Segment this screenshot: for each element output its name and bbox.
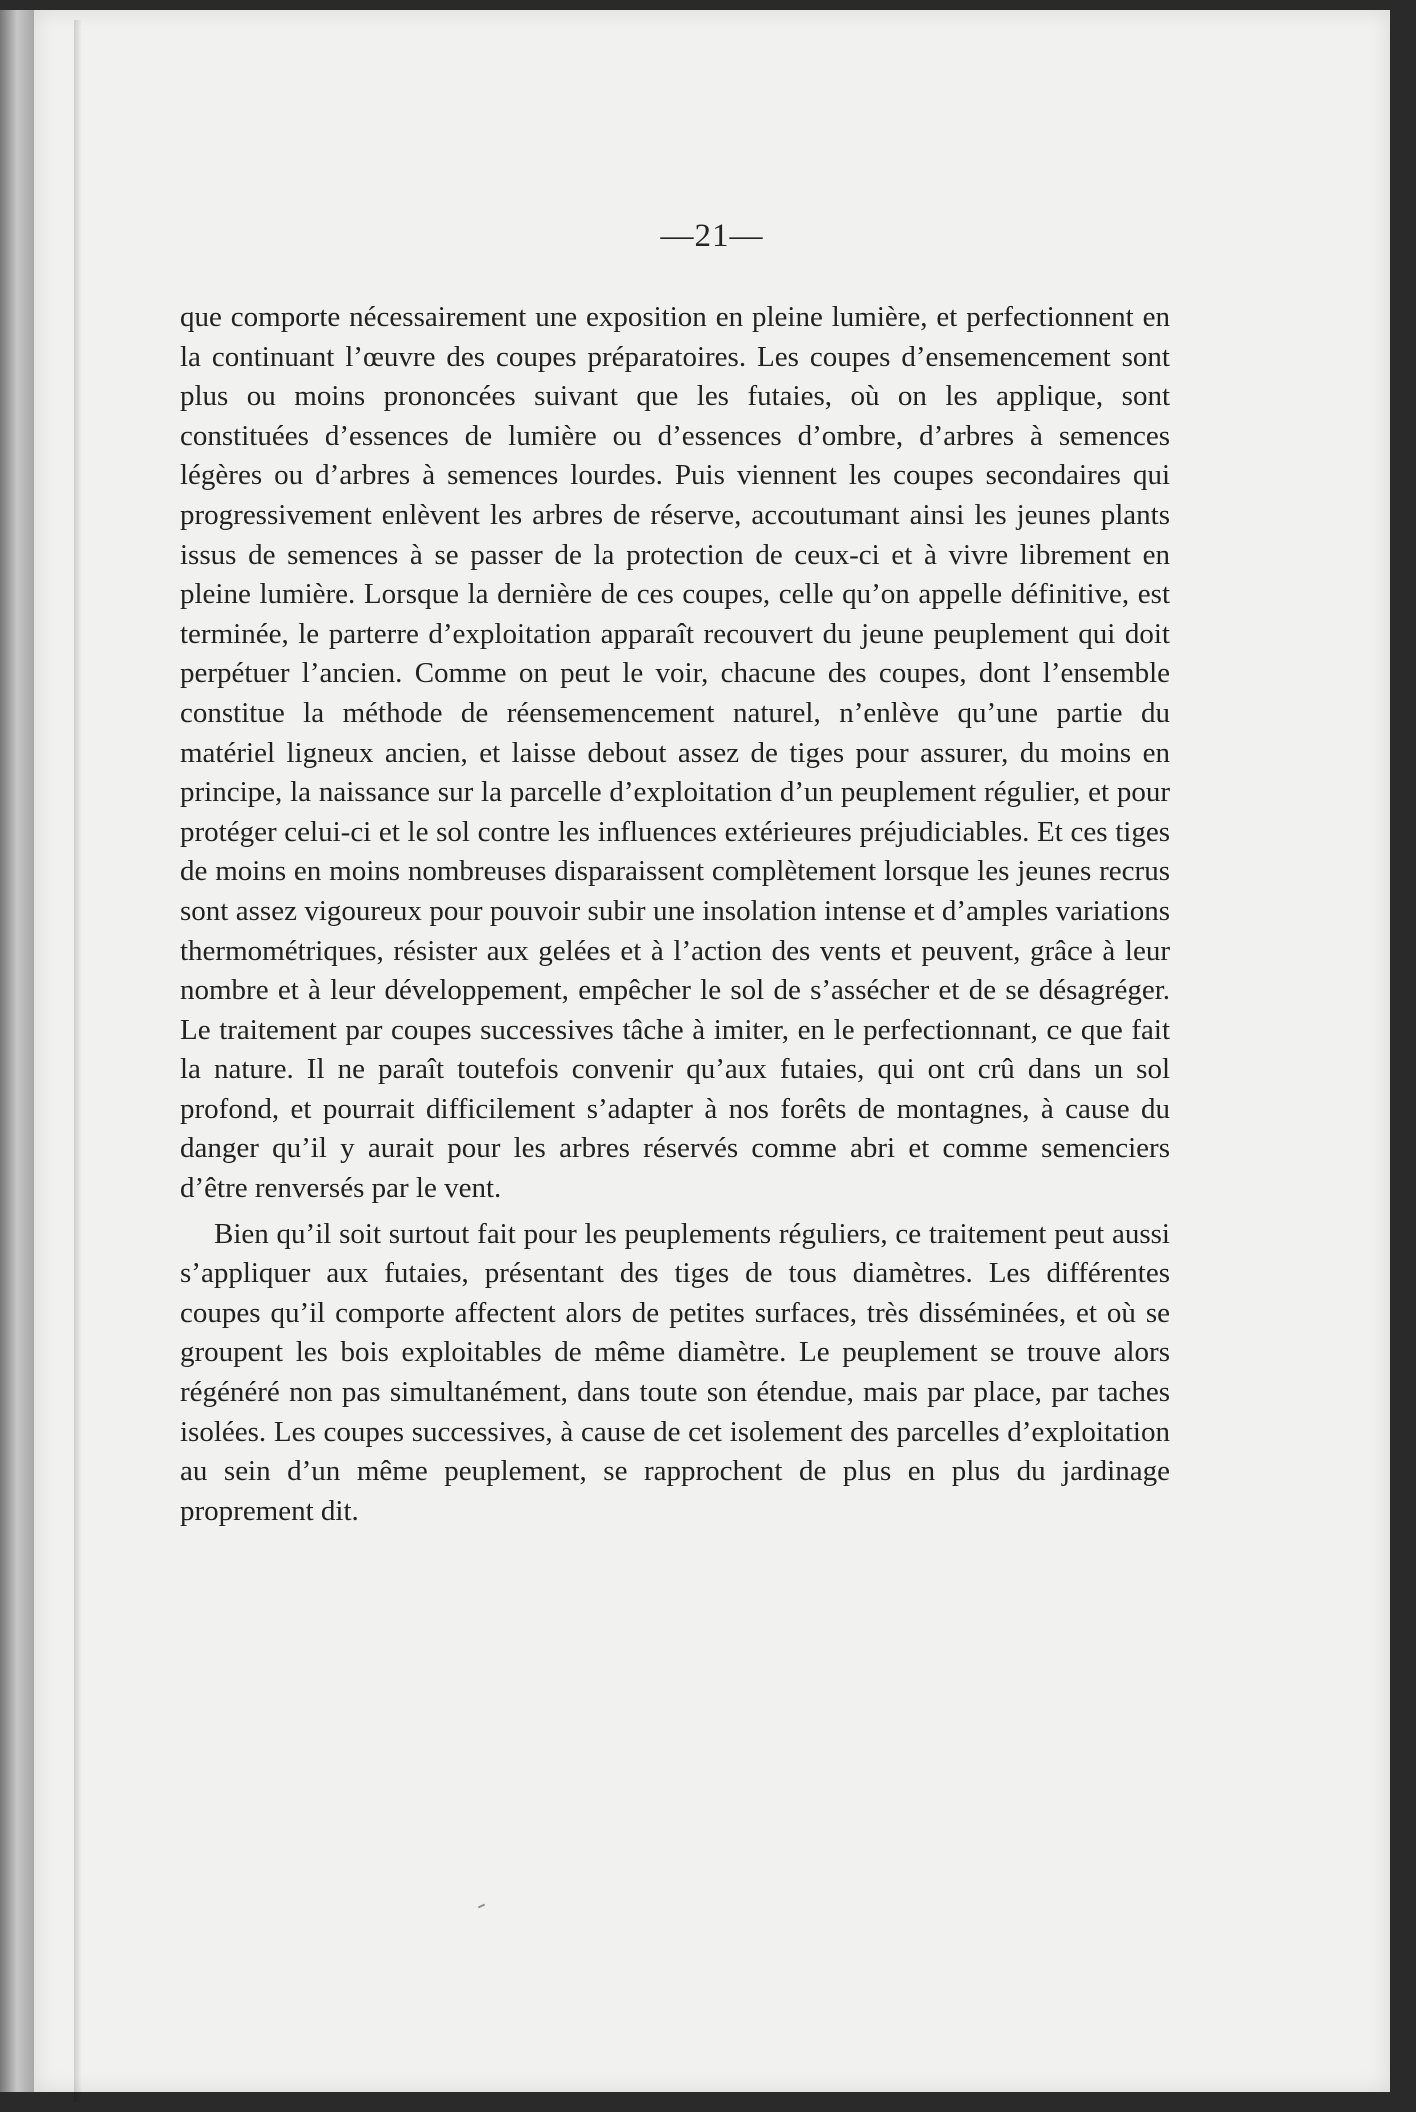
book-page <box>34 10 1390 2092</box>
scan-speck <box>478 1904 485 1909</box>
paragraph-1: que comporte nécessairement une exposition en pleine lumière, et perfectionnent en la continuant l’œuvre des coupes préparatoires. Les coupes d’ensemencement sont plus ou moins prononcées suivant que les futaies, où on les applique, sont constituées d’essences de lumière ou d’essences d’ombre, d’arbres à semences légères ou d’arbres à semences lourdes. Puis viennent les coupes secondaires qui progressivement enlèvent les arbres de réserve, accoutumant ainsi les jeunes plants issus de semences à se passer de la protection de ceux-ci et à vivre librement en pleine lumière. Lorsque la dernière de ces coupes, celle qu’on appelle définitive, est terminée, le parterre d’exploitation apparaît recouvert du jeune peuplement qui doit perpétuer l’ancien. Comme on peut le voir, chacune des coupes, dont l’ensemble constitue la méthode de réensemencement naturel, n’enlève qu’une partie du matériel ligneux ancien, et laisse debout assez de tiges pour assurer, du moins en principe, la naissance sur la parcelle d’exploitation d’un peuplement régulier, et pour protéger celui-ci et le sol contre les influences extérieures préjudiciables. Et ces tiges de moins en moins nombreuses disparaissent complètement lorsque les jeunes recrus sont assez vigoureux pour pouvoir subir une insolation intense et d’amples variations thermométriques, résister aux gelées et à l’action des vents et peuvent, grâce à leur nombre et à leur développement, empêcher le sol de s’assécher et de se désagréger. Le traitement par coupes successives tâche à imiter, en le perfectionnant, ce que fait la nature. Il ne paraît toutefois convenir qu’aux futaies, qui ont crû dans un sol profond, et pourrait difficilement s’adapter à nos forêts de montagnes, à cause du danger qu’il y aurait pour les arbres réservés comme abri et comme semenciers d’être renversés par le vent. <box>180 301 1170 1205</box>
body-text <box>180 298 1170 1531</box>
page-number: —21— <box>660 218 764 254</box>
binding-shadow <box>0 10 34 2092</box>
page-fold-shadow <box>74 20 82 2102</box>
paragraph-2: Bien qu’il soit surtout fait pour les peuplements réguliers, ce traitement peut aussi s’appliquer aux futaies, présentant des tiges de tous diamètres. Les différentes coupes qu’il comporte affectent alors de petites surfaces, très disséminées, et où se groupent les bois exploitables de même diamètre. Le peuplement se trouve alors régénéré non pas simultanément, dans toute son étendue, mais par place, par taches isolées. Les coupes successives, à cause de cet isolement des parcelles d’exploitation au sein d’un même peuplement, se rapprochent de plus en plus du jardinage proprement dit. <box>180 1217 1170 1527</box>
